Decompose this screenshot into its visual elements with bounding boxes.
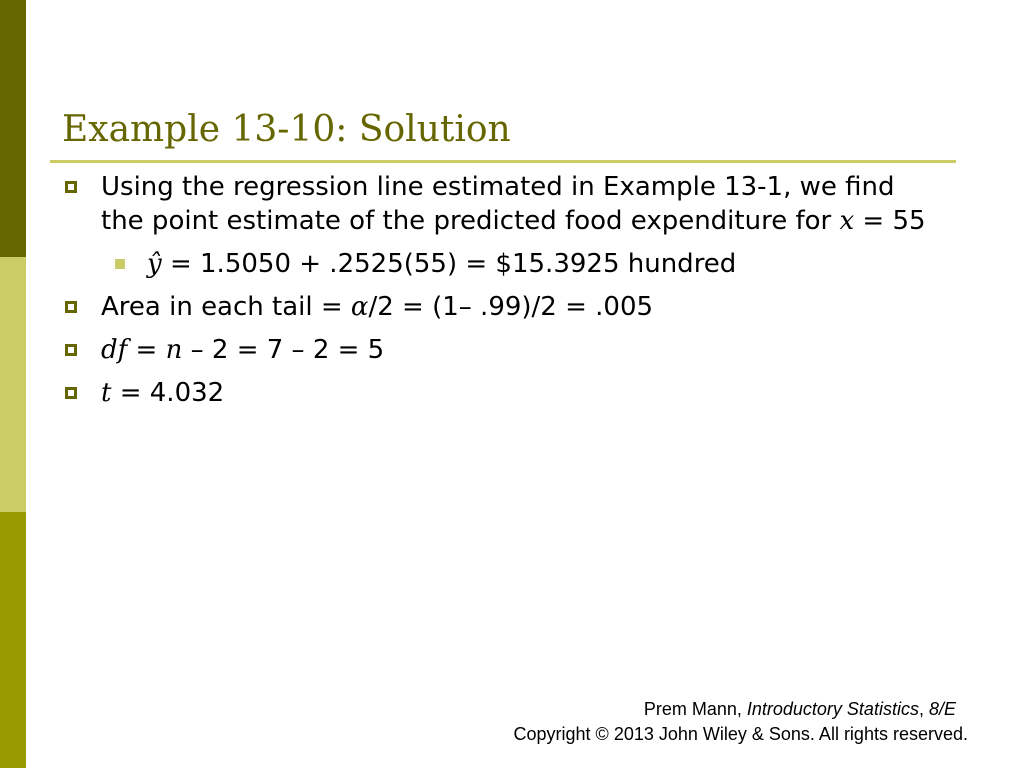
title-underline (50, 160, 956, 163)
bullet-2-value: /2 = (1– .99)/2 = .005 (368, 292, 654, 322)
hollow-square-bullet-icon (65, 387, 77, 399)
bullet-4 (62, 376, 942, 410)
bullet-3-value: – 2 = 7 – 2 = 5 (182, 335, 385, 365)
bullet-3-df: df (101, 335, 128, 365)
hollow-square-bullet-icon (65, 181, 77, 193)
bullet-1 (62, 170, 942, 238)
side-bar-bottom (0, 512, 26, 768)
bullet-1-variable: x (839, 206, 855, 236)
footer-citation (514, 697, 968, 747)
footer-book-line (514, 697, 968, 722)
sub-bullet-text: = 1.5050 + .2525(55) = $15.3925 hundred (161, 249, 737, 279)
hollow-square-bullet-icon (65, 344, 77, 356)
bullet-3 (62, 333, 942, 367)
slide-title: Example 13-10: Solution (62, 109, 511, 150)
footer-copyright: Copyright © 2013 John Wiley & Sons. All rights reserved. (513, 724, 968, 744)
bullet-2 (62, 290, 942, 324)
footer-comma: , (918, 699, 929, 719)
footer-edition: 8/E (928, 699, 956, 719)
bullet-4-t: t (101, 378, 112, 408)
bullet-4-value: = 4.032 (111, 378, 225, 408)
bullet-3-equals: = (127, 335, 166, 365)
bullet-1-value: = 55 (854, 206, 926, 236)
side-bar-top (0, 0, 26, 257)
bullet-2-alpha: α (350, 292, 369, 322)
sub-bullet-variable: ŷ (147, 249, 162, 279)
hollow-square-bullet-icon (65, 301, 77, 313)
bullet-1-text: Using the regression line estimated in Example 13-1, we find the point estimate of the predicted food expenditure for (101, 172, 895, 236)
bullet-2-text: Area in each tail = (101, 292, 351, 322)
bullet-3-n: n (165, 335, 183, 365)
bullet-list (62, 170, 942, 419)
footer-author: Prem Mann, (643, 699, 747, 719)
footer-book-title: Introductory Statistics (746, 699, 919, 719)
filled-square-bullet-icon (115, 259, 125, 269)
sub-bullet-1 (147, 247, 942, 281)
side-bar-middle (0, 257, 26, 512)
